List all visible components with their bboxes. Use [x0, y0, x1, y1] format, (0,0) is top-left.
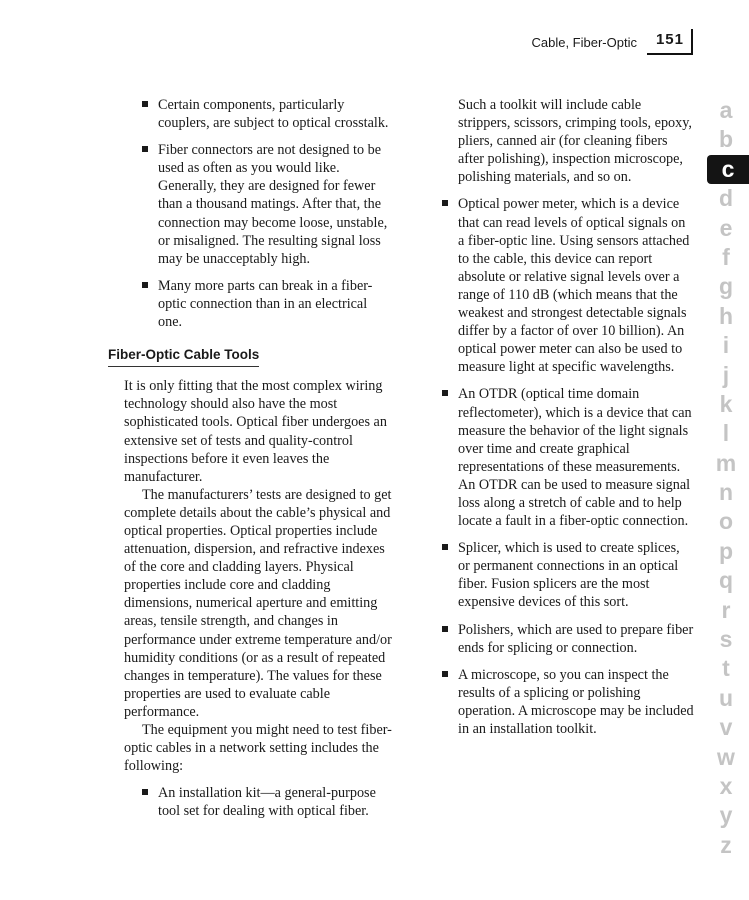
thumb-letter-d: d: [718, 185, 734, 212]
thumb-letter-l: l: [722, 420, 730, 447]
list-item: Polishers, which are used to prepare fiber ends for splicing or connection.: [442, 621, 694, 657]
list-item: Splicer, which is used to create splices, or permanent connections in an optical fiber. Fusion splicers are the most expensive devices of this sort.: [442, 539, 694, 611]
bullet-square-icon: [142, 146, 148, 152]
list-item: An OTDR (optical time domain reflectometer), which is a device that can measure the behavior of the light signals over time and create graphical representations of these measurements. An OTDR can be used to measure signal loss along a stretch of cable and to help locate a fault in a fiber-optic connection.: [442, 385, 694, 530]
thumb-letter-o: o: [718, 508, 734, 535]
paragraph: The equipment you might need to test fiber-optic cables in a network setting includes the following:: [124, 722, 392, 775]
running-header: [531, 30, 693, 54]
thumb-letter-s: s: [719, 626, 733, 653]
bullet-square-icon: [142, 101, 148, 107]
thumb-letter-n: n: [718, 479, 734, 506]
thumb-letter-a: a: [719, 97, 733, 123]
bullet-square-icon: [142, 282, 148, 288]
right-column: [442, 96, 694, 747]
bullet-list-tools: [442, 195, 694, 738]
thumb-letter-x: x: [719, 772, 733, 799]
thumb-letter-y: y: [719, 802, 733, 829]
thumb-letter-f: f: [722, 243, 730, 270]
thumb-letter-t: t: [722, 655, 730, 682]
thumb-letter-q: q: [718, 567, 734, 594]
list-item: Fiber connectors are not designed to be used as often as you would like. Generally, they are designed for fewer than a thousand matings. After that, the connection may become loose, unstable, or misaligned. The resulting signal loss may be unacceptably high.: [108, 141, 392, 268]
bullet-square-icon: [442, 626, 448, 632]
paragraph: The manufacturers’ tests are designed to get complete details about the cable’s physical and optical properties. Optical properties include attenuation, dispersion, and refractive indexes of the core and cladding layers. Physical properties include core and cladding dimensions, numerical aperture and emitting areas, tensile strength, and changes in performance under extreme temperature and/or humidity conditions (or as a result of repeated changes in temperature). The values for these properties are used to evaluate cable performance.: [124, 486, 392, 720]
thumb-letter-k: k: [719, 390, 733, 417]
list-item: A microscope, so you can inspect the results of a splicing or polishing operation. A microscope may be included in an installation toolkit.: [442, 666, 694, 738]
section-heading: Fiber-Optic Cable Tools: [108, 346, 259, 367]
bullet-square-icon: [442, 544, 448, 550]
thumb-letter-j: j: [722, 361, 730, 388]
thumb-letter-h: h: [718, 302, 734, 329]
thumb-letter-c: c: [707, 155, 749, 184]
bullet-square-icon: [442, 200, 448, 206]
thumb-letter-g: g: [718, 273, 734, 300]
thumb-letter-z: z: [720, 831, 732, 858]
bullet-list-bottom: [108, 784, 392, 820]
thumb-letter-r: r: [721, 596, 731, 623]
bullet-square-icon: [142, 789, 148, 795]
thumb-letter-v: v: [719, 714, 733, 741]
list-item: Many more parts can break in a fiber-optic connection than in an electrical one.: [108, 277, 392, 331]
thumb-letter-i: i: [722, 332, 730, 359]
thumb-letter-m: m: [715, 449, 737, 476]
thumb-letter-u: u: [718, 684, 734, 711]
bullet-square-icon: [442, 390, 448, 396]
thumb-letter-w: w: [717, 743, 735, 770]
page-number: 151: [647, 29, 693, 55]
bullet-square-icon: [442, 671, 448, 677]
thumb-letter-p: p: [718, 537, 734, 564]
list-item: An installation kit—a general-purpose tool set for dealing with optical fiber.: [108, 784, 392, 820]
bullet-list-top: [108, 96, 392, 331]
paragraph: It is only fitting that the most complex wiring technology should also have the most sophisticated tools. Optical fiber undergoes an extensive set of tests and quality-control inspections before it even leaves the manufacturer.: [124, 378, 387, 485]
thumb-letter-e: e: [719, 214, 733, 241]
continued-paragraph: Such a toolkit will include cable strippers, scissors, crimping tools, epoxy, pliers, canned air (for cleaning fibers after polishing), inspection microscope, polishing materials, and so on.: [458, 97, 692, 186]
alphabet-thumb-index: [707, 96, 749, 860]
left-column: [108, 96, 392, 829]
thumb-letter-b: b: [718, 126, 734, 153]
list-item: Optical power meter, which is a device that can read levels of optical signals on a fiber-optic line. Using sensors attached to the cable, this device can report absolute or relative signal levels over a range of 110 dB (which means that the weakest and strongest detectable signals differ by a factor of over 10 billion). An optical power meter can also be used to measure light at specific wavelengths.: [442, 195, 694, 376]
list-item: Certain components, particularly couplers, are subject to optical crosstalk.: [108, 96, 392, 132]
running-title: Cable, Fiber-Optic: [531, 34, 637, 50]
